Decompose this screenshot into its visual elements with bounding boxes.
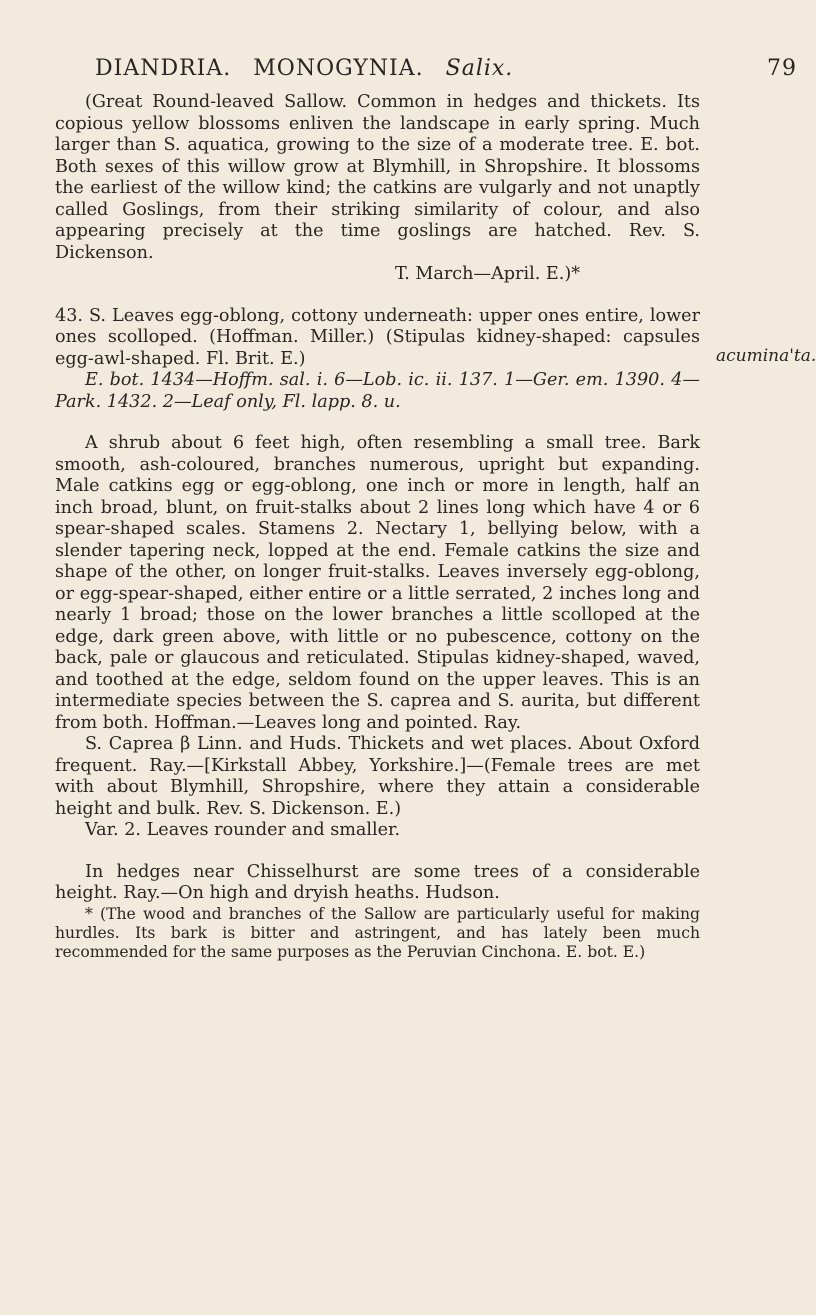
page-number: 79 bbox=[767, 56, 797, 81]
header-order: MONOGYNIA. bbox=[253, 56, 424, 81]
intro-date: T. March—April. E.)* bbox=[395, 264, 580, 284]
caprea-paragraph: S. Caprea β Linn. and Huds. Thickets and wet places. About Oxford frequent. Ray.—[Kirkstall Abbey, Yorkshire.]—(Female trees are met with about Blymhill, Shropshire, where they attain a considerable height and bulk. Rev. S. Dickenson. E.) bbox=[55, 734, 700, 819]
intro-paragraph: (Great Round-leaved Sallow. Common in hedges and thickets. Its copious yellow blossoms enliven the landscape in early spring. Much larger than S. aquatica, growing to the size of a moderate tree. E. bot. Both sexes of this willow grow at Blymhill, in Shropshire. It blossoms the earliest of the willow kind; the catkins are vulgarly and not unaptly called Goslings, from their striking similarity of colour, and also appearing precisely at the time goslings are hatched. Rev. S. Dickenson. bbox=[55, 92, 700, 263]
description-paragraph: A shrub about 6 feet high, often resembling a small tree. Bark smooth, ash-coloured, branches numerous, upright but expanding. Male catkins egg or egg-oblong, one inch or more in length, half an inch broad, blunt, on fruit-stalks about 2 lines long which have 4 or 6 spear-shaped scales. Stamens 2. Nectary 1, bellying below, with a slender tapering neck, lopped at the end. Female catkins the size and shape of the other, on longer fruit-stalks. Leaves inversely egg-oblong, or egg-spear-shaped, either entire or a little serrated, 2 inches long and nearly 1 broad; those on the lower branches a little scolloped at the edge, dark green above, with little or no pubescence, cottony on the back, pale or glaucous and reticulated. Stipulas kidney-shaped, waved, and toothed at the edge, seldom found on the upper leaves. This is an intermediate species between the S. caprea and S. aurita, but different from both. Hoffman.—Leaves long and pointed. Ray. bbox=[55, 433, 700, 733]
running-header bbox=[95, 56, 797, 81]
species-heading: 43. S. Leaves egg-oblong, cottony underneath: upper ones entire, lower ones scolloped. (Hoffman. Miller.) (Stipulas kidney-shaped: capsules egg-awl-shaped. Fl. Brit. E.) bbox=[55, 305, 700, 369]
header-class: DIANDRIA. bbox=[95, 56, 232, 81]
margin-note: acumina'ta. bbox=[716, 346, 816, 366]
header-genus: Salix. bbox=[445, 56, 514, 81]
variety-paragraph: Var. 2. Leaves rounder and smaller. bbox=[85, 820, 401, 840]
footnote: * (The wood and branches of the Sallow are particularly useful for making hurdles. Its bark is bitter and astringent, and has lately been much recommended for the same purposes as the Peruvian Cinchona. E. bot. E.) bbox=[55, 904, 700, 961]
body-text bbox=[55, 92, 700, 962]
references: E. bot. 1434—Hoffm. sal. i. 6—Lob. ic. ii. 137. 1—Ger. em. 1390. 4—Park. 1432. 2—Leaf only, Fl. lapp. 8. u. bbox=[55, 370, 700, 412]
hedges-paragraph: In hedges near Chisselhurst are some trees of a considerable height. Ray.—On high and dryish heaths. Hudson. bbox=[55, 861, 700, 903]
